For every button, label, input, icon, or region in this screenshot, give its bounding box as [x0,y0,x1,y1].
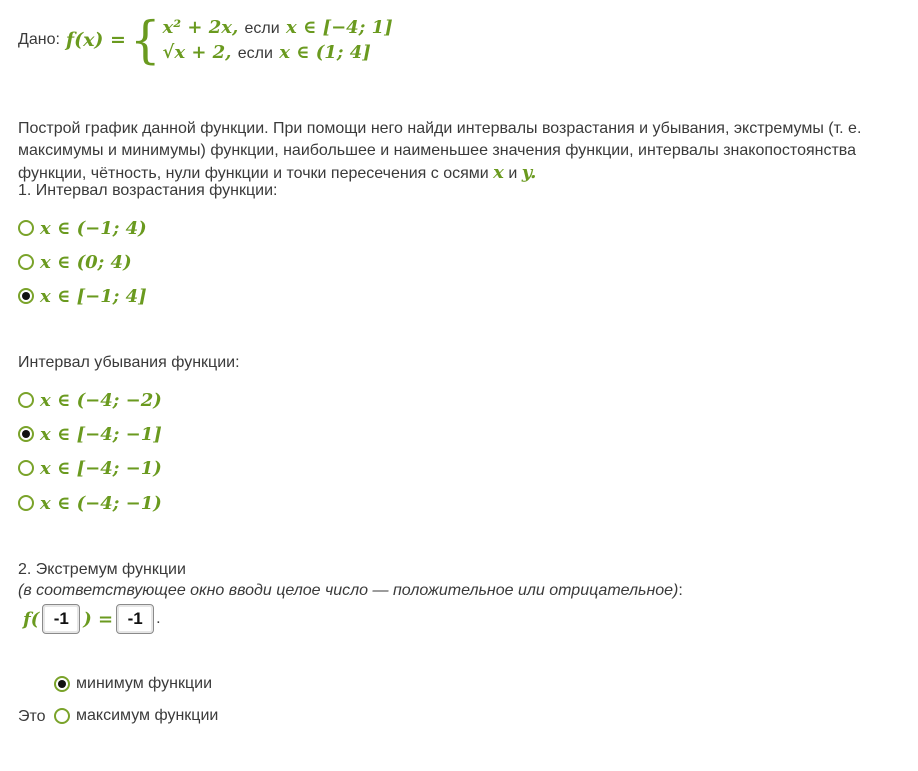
arg-input[interactable]: -1 [42,604,80,634]
choice-label: максимум функции [76,707,219,724]
radio-button[interactable] [18,495,34,511]
radio-button-selected[interactable] [18,288,34,304]
q2-hint [18,582,683,600]
radio-button[interactable] [18,254,34,270]
choice-maximum[interactable] [54,704,218,728]
q1-option[interactable] [18,250,132,274]
axis-y-label: y. [521,162,537,183]
given-label: Дано: [18,31,60,48]
task-text: Построй график данной функции. При помощи него найди интервалы возрастания и убывания, экстремумы (т. е. максимумы и минимумы) функции, наибольшее и наименьшее значения функции, интервалы знакопостоянства функции, чётность, нули функции и точки пересечения с осями [18,120,862,182]
option-label: x ∈ (−4; −2) [40,389,162,411]
case-2-expr: √x + 2, [162,42,232,63]
result-input[interactable]: -1 [116,604,154,634]
q1-option[interactable] [18,216,147,240]
q1b-option[interactable] [18,491,162,515]
f-close-eq: ) = [83,608,114,630]
q1b-title: Интервал убывания функции: [18,354,240,371]
task-paragraph [18,118,913,185]
choice-label: минимум функции [76,675,213,692]
case-brace: { [129,10,161,70]
period: . [156,610,161,627]
option-label: x ∈ [−4; −1] [40,423,162,445]
radio-button[interactable] [54,708,70,724]
piecewise-cases [162,17,392,63]
case-2 [162,42,392,63]
radio-button-selected[interactable] [54,676,70,692]
case-1-word: если [244,20,280,37]
task-and: и [508,165,518,182]
function-name: f(x) = [65,29,126,51]
q1-option[interactable] [18,284,147,308]
case-2-cond: x ∈ (1; 4] [279,42,371,63]
axis-x-label: x [493,162,504,183]
radio-button[interactable] [18,460,34,476]
q2-title: 2. Экстремум функции [18,561,186,578]
option-label: x ∈ (−1; 4) [40,217,147,239]
hint-colon: : [678,582,683,599]
choice-minimum[interactable] [54,672,212,696]
q1b-option[interactable] [18,388,162,412]
option-label: x ∈ [−4; −1) [40,457,162,479]
option-label: x ∈ (−4; −1) [40,492,162,514]
radio-button[interactable] [18,220,34,236]
this-label: Это [18,708,46,725]
radio-button[interactable] [18,392,34,408]
case-2-word: если [237,45,273,62]
q1b-option[interactable] [18,456,162,480]
q1b-option[interactable] [18,422,162,446]
f-open: f( [23,608,40,630]
case-1-expr: x² + 2x, [162,17,239,38]
hint-text: (в соответствующее окно вводи целое число — положительное или отрицательное) [18,582,679,599]
option-label: x ∈ (0; 4) [40,251,132,273]
extremum-answer-row [20,602,161,636]
option-label: x ∈ [−1; 4] [40,285,147,307]
given-function [18,8,393,72]
radio-button-selected[interactable] [18,426,34,442]
case-1 [162,17,392,38]
case-1-cond: x ∈ [−4; 1] [285,17,393,38]
q1-title: 1. Интервал возрастания функции: [18,182,278,199]
